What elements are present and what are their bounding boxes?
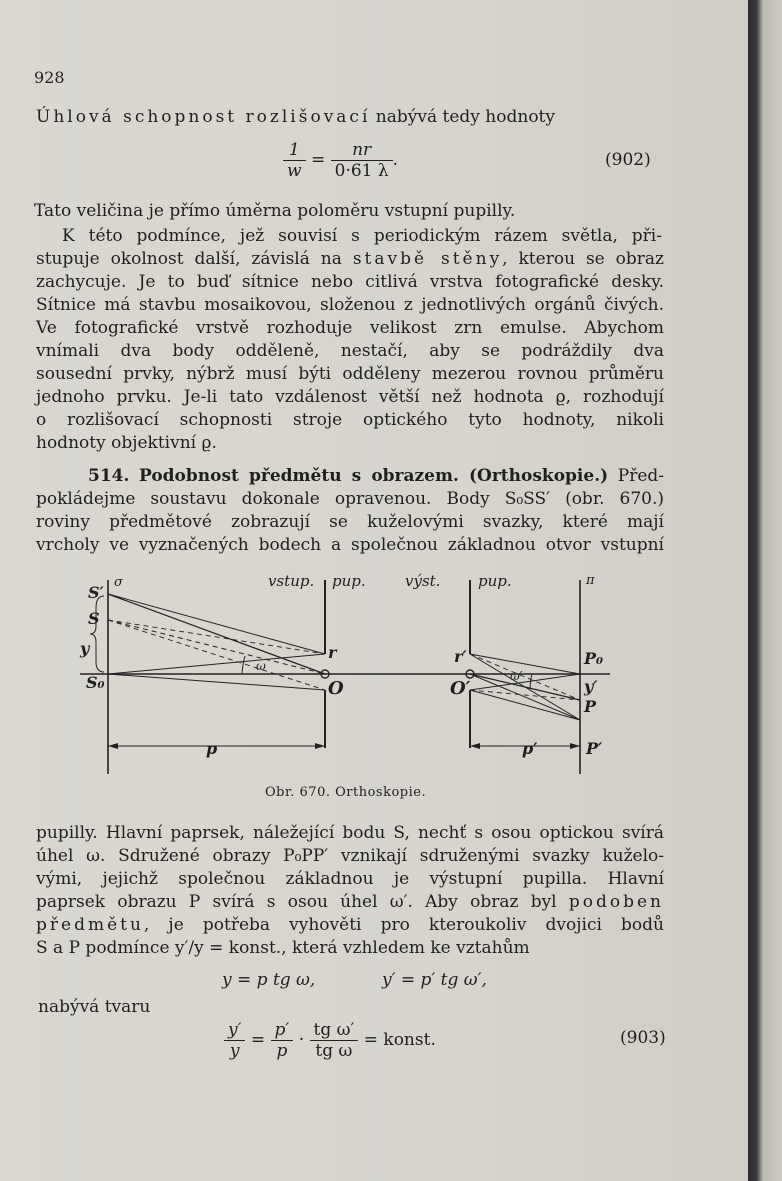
svg-text:σ: σ [114, 575, 123, 590]
section-title: Podobnost předmětu s obrazem. (Orthoskopie.) [139, 466, 609, 486]
para3-line-3: vými, jejichž společnou základnou je výstupní pupilla. Hlavní [36, 869, 664, 889]
img-ray-6 [470, 674, 580, 720]
equation-903: $\frac{y'}{y}$ = $\frac{p'}{p}$ · $\frac{\text{tg ω′}}{\text{tg ω}}$ = konst. [224, 1020, 436, 1061]
svg-text:pup.: pup. [478, 572, 512, 590]
section-line-2: pokládejme soustavu dokonale opravenou. Body S₀SS′ (obr. 670.) [36, 489, 664, 509]
svg-text:S₀: S₀ [86, 673, 105, 692]
chief-ray-s [108, 620, 325, 674]
intro-line [36, 106, 664, 128]
omega-arc [242, 656, 245, 674]
img-ray-4 [470, 654, 580, 700]
svg-text:S′: S′ [88, 583, 104, 602]
svg-text:y: y [80, 639, 90, 658]
figure-orthoskopie [70, 568, 630, 778]
section-line-3: roviny předmětové zobrazují se kuželovými svazky, které mají [36, 512, 664, 532]
svg-text:p: p [206, 739, 218, 758]
section-heading-line: 514. Podobnost předmětu s obrazem. (Orthoskopie.) Před- [88, 466, 665, 486]
ray-s0-top [108, 654, 325, 674]
para2-line-3: zachycuje. Je to buď sítnice nebo citlivá vrstva fotografické desky. [36, 272, 664, 292]
figure-caption: Obr. 670. Orthoskopie. [265, 785, 427, 800]
para2-line-2: stupuje okolnost další, závislá na stavbě stěny, kterou se obraz [36, 249, 664, 269]
ray-s0-bottom [108, 674, 325, 690]
relation-right: y′ = p′ tg ω′, [382, 970, 487, 990]
section-line-4: vrcholy ve vyznačených bodech a společnou základnou otvor vstupní [36, 535, 664, 555]
para3-line-4: paprsek obrazu P svírá s osou úhel ω′. Aby obraz byl podoben [36, 892, 665, 912]
intro-rest: nabývá tedy hodnoty [370, 107, 555, 127]
para2-line-8: jednoho prvku. Je-li tato vzdálenost větší než hodnota ϱ, rozhodují [36, 387, 664, 407]
svg-text:výst.: výst. [405, 572, 441, 590]
para3-line-2: úhel ω. Sdružené obrazy P₀PP′ vznikají sdruženými svazky kuželo- [36, 846, 664, 866]
svg-text:O: O [328, 678, 344, 699]
page-number: 928 [34, 68, 65, 87]
svg-text:r: r [328, 643, 337, 662]
para2-line-1: K této podmínce, jež souvisí s periodickým rázem světla, při- [62, 226, 662, 246]
para2-line-6: vnímali dva body odděleně, nestačí, aby se podráždily dva [36, 341, 664, 361]
chief-ray-sprime [108, 594, 325, 674]
equation-902: $\frac{1}{w}$ = $\frac{nr}{0\cdot 61 \lambda}$ . [283, 140, 398, 181]
book-spine [748, 0, 782, 1181]
svg-text:y′: y′ [584, 677, 598, 696]
svg-text:S: S [88, 609, 100, 628]
intro-spaced: Úhlová schopnost rozlišovací [36, 107, 371, 127]
svg-text:P: P [584, 697, 597, 716]
svg-text:vstup.: vstup. [268, 572, 315, 590]
para2-line-9: o rozlišovací schopnosti stroje optického tyto hodnoty, nikoli [36, 410, 664, 430]
relation-left: y = p tg ω, [222, 970, 316, 990]
ray-s-top [108, 620, 325, 654]
para3-line-6: S a P podmínce y′/y = konst., která vzhledem ke vztahům [36, 938, 530, 958]
svg-text:P′: P′ [586, 739, 603, 758]
para2-line-4: Sítnice má stavbu mosaikovou, složenou z jednotlivých orgánů čivých. [36, 295, 664, 315]
img-ray-8 [470, 690, 580, 720]
ray-s-bottom [108, 620, 325, 690]
svg-text:p′: p′ [522, 739, 538, 758]
para2-line-5: Ve fotografické vrstvě rozhoduje velikost zrn emulse. Abychom [36, 318, 664, 338]
y-bracket [90, 596, 104, 672]
para2-line-10: hodnoty objektivní ϱ. [36, 433, 217, 453]
equation-number-903: (903) [620, 1028, 666, 1048]
section-number: 514. [88, 466, 130, 486]
svg-text:O′: O′ [450, 678, 471, 699]
svg-text:ω: ω [256, 659, 266, 673]
equation-number-902: (902) [605, 150, 651, 170]
para3-line-5: předmětu, je potřeba vyhověti pro kteroukoliv dvojici bodů [36, 915, 664, 935]
nabyva-tvaru: nabývá tvaru [38, 997, 151, 1017]
svg-text:r′: r′ [454, 647, 467, 666]
para1: Tato veličina je přímo úměrna poloměru vstupní pupilly. [34, 201, 516, 221]
svg-text:P₀: P₀ [584, 649, 604, 668]
svg-text:π: π [586, 573, 595, 588]
svg-text:ω′: ω′ [510, 669, 523, 683]
svg-text:pup.: pup. [332, 572, 366, 590]
ray-sprime-r [108, 594, 325, 654]
para2-line-7: sousední prvky, nýbrž musí býti odděleny mezerou rovnou průměru [36, 364, 664, 384]
para3-line-1: pupilly. Hlavní paprsek, náležející bodu S, nechť s osou optickou svírá [36, 823, 664, 843]
